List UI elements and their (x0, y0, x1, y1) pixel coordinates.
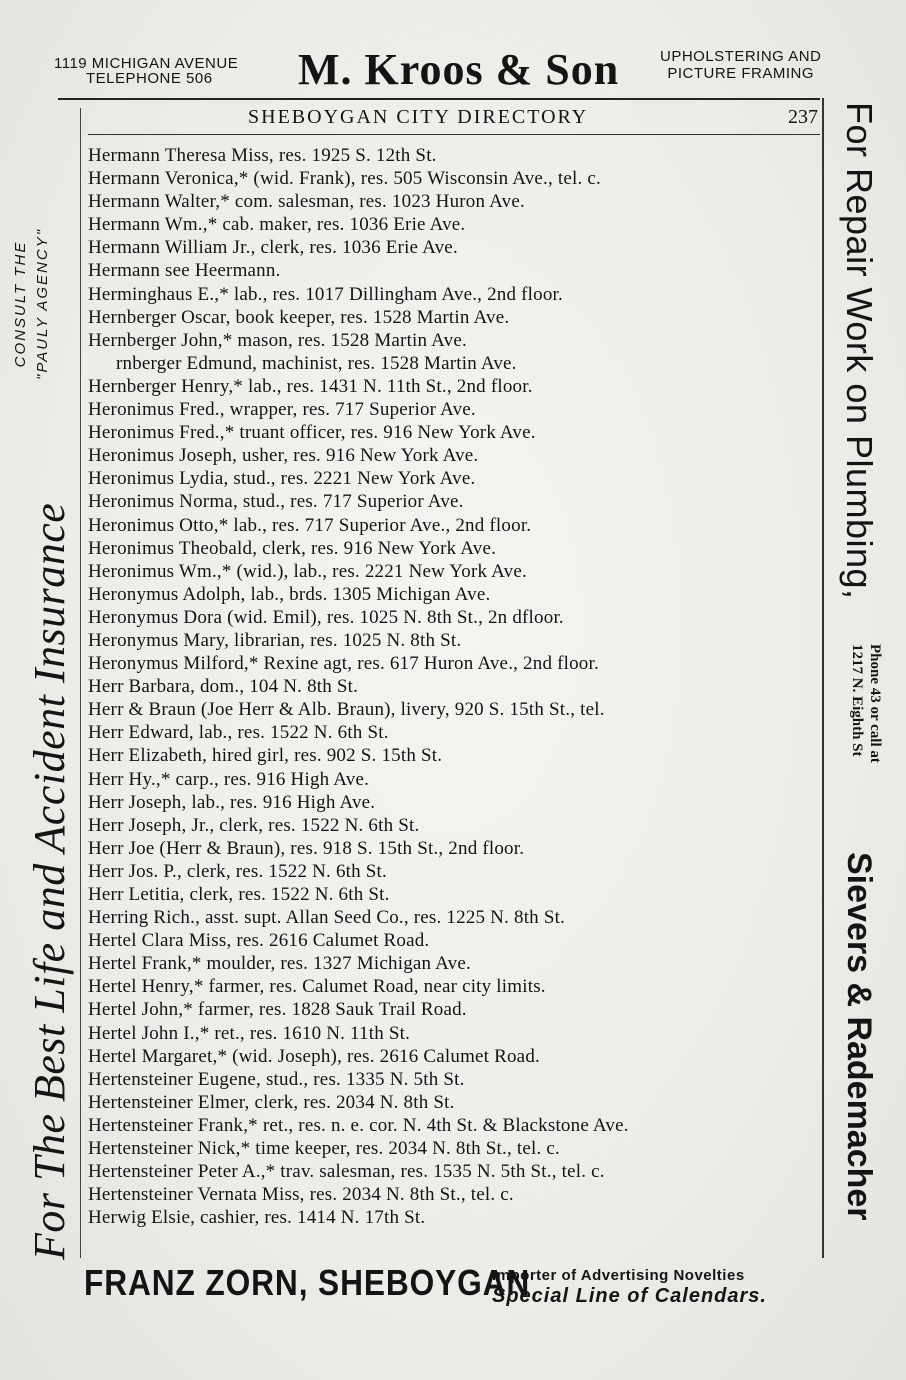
right-ad-phone (848, 644, 884, 763)
right-side-advertisement (820, 102, 883, 1252)
footer-tagline (492, 1266, 767, 1306)
directory-entry: Herr & Braun (Joe Herr & Alb. Braun), livery, 920 S. 15th St., tel. (88, 699, 605, 721)
directory-entry: Hermann Walter,* com. salesman, res. 1023 Huron Ave. (88, 191, 525, 213)
left-ad-main-text: For The Best Life and Accident Insurance (25, 502, 74, 1260)
header-service-line2: PICTURE FRAMING (667, 65, 815, 82)
right-ad-firm-name: Sievers & Rademacher (840, 852, 878, 1221)
directory-entry: Hermann Theresa Miss, res. 1925 S. 12th St. (88, 145, 437, 166)
directory-entry: Heronimus Lydia, stud., res. 2221 New York Ave. (88, 468, 476, 490)
directory-entry: Herr Joseph, Jr., clerk, res. 1522 N. 6th St. (88, 814, 420, 836)
footer-tagline-line1: Importer of Advertising Novelties (492, 1267, 745, 1284)
left-ad-consult (10, 228, 54, 380)
directory-entry: Hertensteiner Vernata Miss, res. 2034 N. 8th St., tel. c. (88, 1184, 514, 1206)
directory-entry: Herring Rich., asst. supt. Allan Seed Co., res. 1225 N. 8th St. (88, 907, 566, 929)
directory-entry: Hertensteiner Peter A.,* trav. salesman, res. 1535 N. 5th St., tel. c. (88, 1161, 605, 1183)
header-firm-name: M. Kroos & Son (298, 45, 620, 94)
directory-entry: Hertensteiner Eugene, stud., res. 1335 N. 5th St. (88, 1068, 465, 1090)
header-address: 1119 MICHIGAN AVENUE (54, 55, 239, 72)
directory-entry: Herr Elizabeth, hired girl, res. 902 S. 15th St. (88, 745, 443, 767)
directory-entry: Heronimus Joseph, usher, res. 916 New York Ave. (88, 445, 479, 467)
directory-entry: Hertel Frank,* moulder, res. 1327 Michigan Ave. (88, 953, 471, 975)
directory-entry: Herr Barbara, dom., 104 N. 8th St. (88, 676, 359, 698)
directory-entry: Hertel Clara Miss, res. 2616 Calumet Road. (88, 930, 430, 952)
footer-advertisement (84, 1262, 824, 1312)
directory-entry: Herminghaus E.,* lab., res. 1017 Dillingham Ave., 2nd floor. (88, 283, 563, 305)
directory-entry: Heronymus Mary, librarian, res. 1025 N. 8th St. (88, 629, 462, 651)
directory-entry: Hertel Margaret,* (wid. Joseph), res. 2616 Calumet Road. (88, 1045, 540, 1067)
header-service-line1: UPHOLSTERING AND (660, 48, 822, 65)
header-advertisement (40, 44, 860, 96)
directory-entry: Hertel John I.,* ret., res. 1610 N. 11th St. (88, 1022, 411, 1044)
directory-entry: Herr Hy.,* carp., res. 916 High Ave. (88, 768, 370, 790)
left-side-advertisement (8, 110, 88, 1260)
directory-entry: Heronimus Otto,* lab., res. 717 Superior Ave., 2nd floor. (88, 514, 532, 536)
directory-entry: Herr Jos. P., clerk, res. 1522 N. 6th St. (88, 860, 387, 882)
directory-entry: Hernberger Oscar, book keeper, res. 1528 Martin Ave. (88, 306, 510, 328)
header-contact (54, 56, 238, 86)
directory-entry: rnberger Edmund, machinist, res. 1528 Martin Ave. (116, 352, 517, 374)
header-services (660, 48, 821, 82)
directory-entry: Hertensteiner Frank,* ret., res. n. e. cor. N. 4th St. & Blackstone Ave. (88, 1114, 629, 1136)
directory-entry: Heronymus Dora (wid. Emil), res. 1025 N. 8th St., 2n dfloor. (88, 606, 564, 628)
directory-entry: Heronimus Wm.,* (wid.), lab., res. 2221 New York Ave. (88, 560, 527, 582)
directory-entry: Heronimus Theobald, clerk, res. 916 New York Ave. (88, 537, 497, 559)
directory-entry: Hermann Veronica,* (wid. Frank), res. 505 Wisconsin Ave., tel. c. (88, 168, 601, 190)
directory-entry: Herr Joseph, lab., res. 916 High Ave. (88, 791, 376, 813)
directory-entry: Hernberger Henry,* lab., res. 1431 N. 11th St., 2nd floor. (88, 375, 533, 397)
directory-entries (88, 144, 828, 1229)
directory-entry: Hermann Wm.,* cab. maker, res. 1036 Erie Ave. (88, 214, 466, 236)
right-ad-main-text: For Repair Work on Plumbing, (839, 102, 880, 600)
left-ad-consult-line2: "PAULY AGENCY" (34, 227, 51, 380)
directory-entry: Heronymus Adolph, lab., brds. 1305 Michigan Ave. (88, 583, 491, 605)
directory-entry: Hertel John,* farmer, res. 1828 Sauk Trail Road. (88, 999, 467, 1021)
header-telephone: TELEPHONE 506 (86, 70, 213, 87)
right-ad-phone-line2: 1217 N. Eighth St (849, 644, 865, 757)
directory-entry: Herr Joe (Herr & Braun), res. 918 S. 15th St., 2nd floor. (88, 837, 525, 859)
directory-entry: Herr Letitia, clerk, res. 1522 N. 6th St. (88, 884, 390, 905)
page-number: 237 (788, 106, 818, 128)
running-head-divider (88, 134, 820, 135)
directory-entry: Heronimus Fred., wrapper, res. 717 Superior Ave. (88, 399, 476, 421)
left-ad-consult-line1: CONSULT THE (12, 240, 29, 368)
directory-entry: Hermann William Jr., clerk, res. 1036 Erie Ave. (88, 237, 458, 259)
running-head (88, 106, 818, 132)
directory-entry: Hermann see Heermann. (88, 260, 281, 282)
directory-entry: Hertensteiner Nick,* time keeper, res. 2034 N. 8th St., tel. c. (88, 1138, 560, 1160)
footer-firm-name: FRANZ ZORN, SHEBOYGAN (84, 1262, 531, 1303)
directory-entry: Herr Edward, lab., res. 1522 N. 6th St. (88, 722, 389, 744)
footer-tagline-line2: Special Line of Calendars. (492, 1285, 767, 1307)
right-ad-phone-line1: Phone 43 or call at (867, 644, 883, 763)
directory-entry: Heronimus Norma, stud., res. 717 Superior Ave. (88, 491, 464, 513)
directory-title: SHEBOYGAN CITY DIRECTORY (248, 106, 589, 128)
directory-entry: Heronymus Milford,* Rexine agt, res. 617 Huron Ave., 2nd floor. (88, 653, 599, 675)
directory-entry: Hernberger John,* mason, res. 1528 Martin Ave. (88, 329, 467, 351)
directory-entry: Hertensteiner Elmer, clerk, res. 2034 N. 8th St. (88, 1091, 455, 1113)
directory-entry: Heronimus Fred.,* truant officer, res. 916 New York Ave. (88, 422, 536, 444)
directory-entry: Herwig Elsie, cashier, res. 1414 N. 17th St. (88, 1207, 426, 1229)
directory-entry: Hertel Henry,* farmer, res. Calumet Road, near city limits. (88, 976, 546, 998)
header-divider (58, 98, 820, 100)
